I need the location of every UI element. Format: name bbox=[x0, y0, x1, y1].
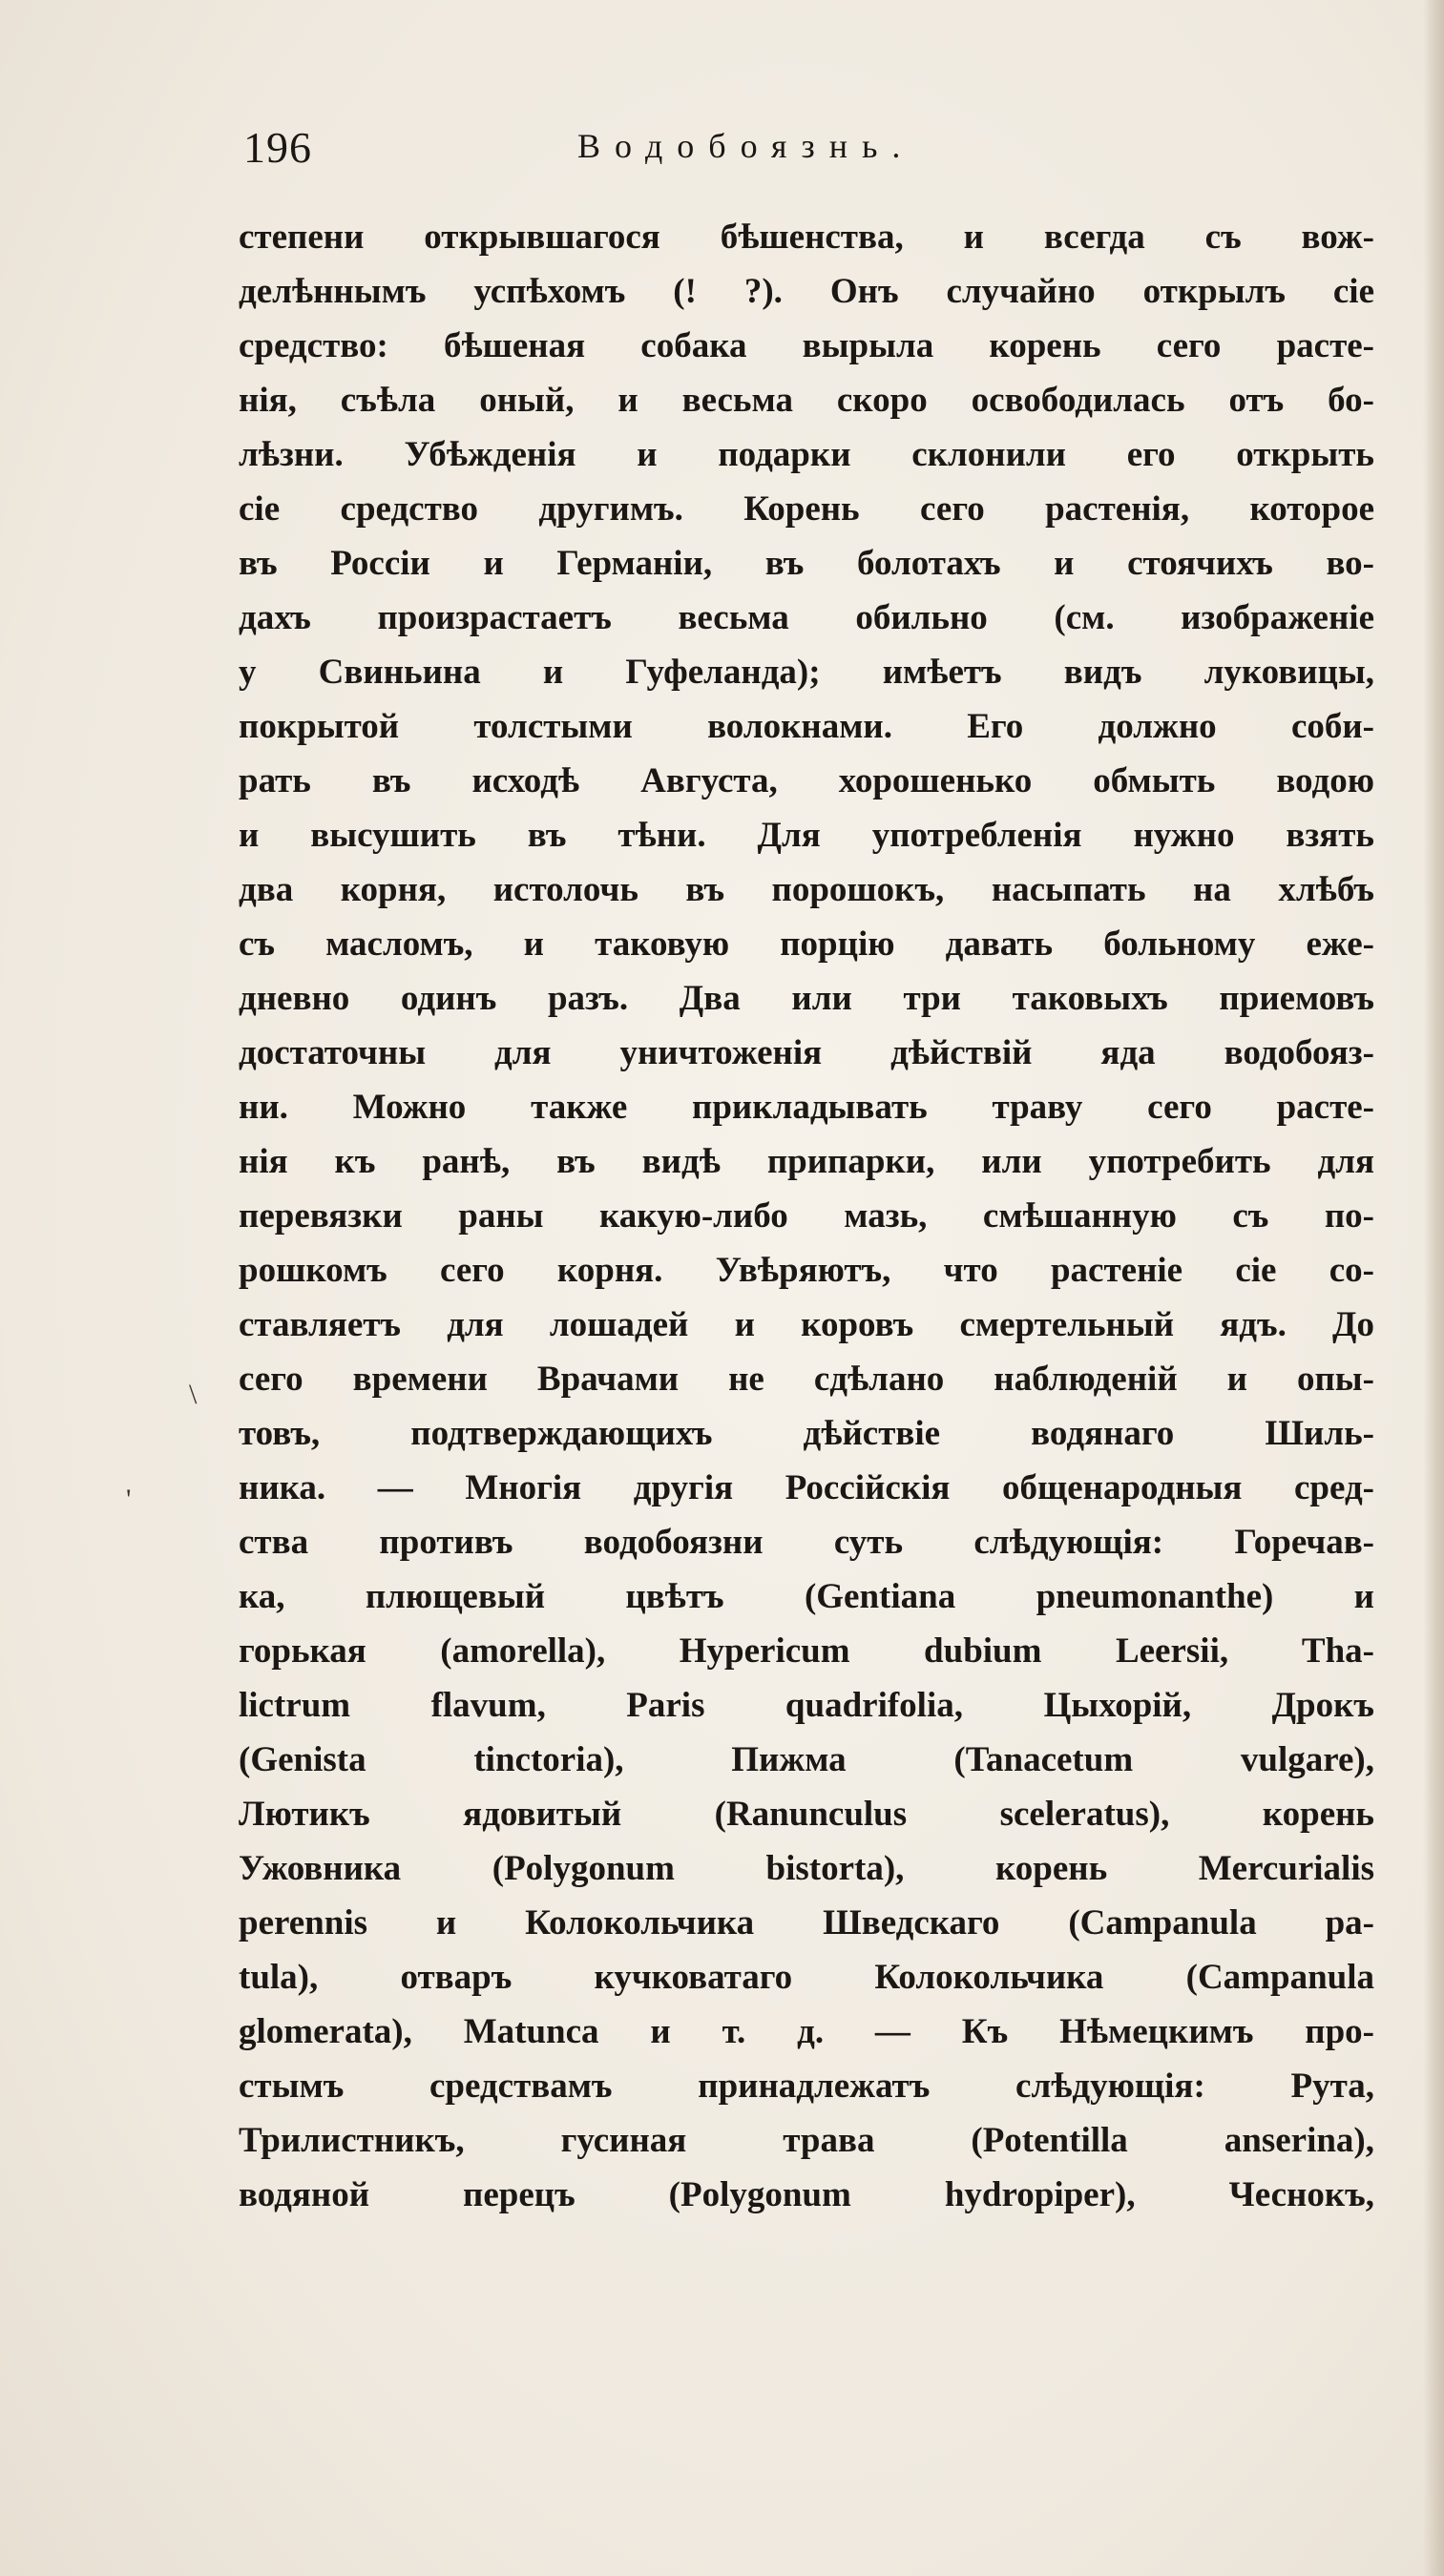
text-line: средство: бѣшеная собака вырыла корень сего расте- bbox=[239, 326, 1374, 365]
text-line: дахъ произрастаетъ весьма обильно (см. изображеніе bbox=[239, 598, 1374, 637]
text-line: нія къ ранѣ, въ видѣ припарки, или употребить для bbox=[239, 1142, 1374, 1181]
text-line: ставляетъ для лошадей и коровъ смертельный ядъ. До bbox=[239, 1305, 1374, 1344]
text-line: ства противъ водобоязни суть слѣдующія: Горечав- bbox=[239, 1523, 1374, 1562]
text-line: горькая (amorella), Hypericum dubium Leersii, Tha- bbox=[239, 1631, 1374, 1671]
text-line: ни. Можно также прикладывать траву сего расте- bbox=[239, 1088, 1374, 1127]
text-line: водяной перецъ (Polygonum hydropiper), Чеснокъ, bbox=[239, 2175, 1374, 2214]
text-line: достаточны для уничтоженія дѣйствій яда водобояз- bbox=[239, 1033, 1374, 1072]
text-line: (Genista tinctoria), Пижма (Tanacetum vulgare), bbox=[239, 1740, 1374, 1779]
text-line: сего времени Врачами не сдѣлано наблюденій и опы- bbox=[239, 1360, 1374, 1399]
page-edge bbox=[1423, 0, 1444, 2576]
text-line: lictrum flavum, Paris quadrifolia, Цыхорій, Дрокъ bbox=[239, 1686, 1374, 1725]
text-line: Трилистникъ, гусиная трава (Potentilla anserina), bbox=[239, 2121, 1374, 2160]
text-line: и высушить въ тѣни. Для употребленія нужно взять bbox=[239, 816, 1374, 855]
text-line: степени открывшагося бѣшенства, и всегда съ вож- bbox=[239, 218, 1374, 257]
page-header bbox=[243, 122, 1370, 179]
text-line: дневно одинъ разъ. Два или три таковыхъ приемовъ bbox=[239, 979, 1374, 1018]
text-line: делѣннымъ успѣхомъ (! ?). Онъ случайно открылъ сіе bbox=[239, 272, 1374, 311]
text-line: два корня, истолочь въ порошокъ, насыпать на хлѣбъ bbox=[239, 870, 1374, 909]
page-number: 196 bbox=[243, 123, 312, 172]
text-line: Ужовника (Polygonum bistorta), корень Mercurialis bbox=[239, 1849, 1374, 1888]
running-title: Водобоязнь. bbox=[577, 127, 915, 165]
text-line: перевязки раны какую-либо мазь, смѣшанную съ по- bbox=[239, 1196, 1374, 1236]
margin-mark: \ bbox=[189, 1379, 198, 1410]
text-line: рать въ исходѣ Августа, хорошенько обмыть водою bbox=[239, 761, 1374, 800]
body-text bbox=[239, 210, 1374, 2222]
text-line: tula), отваръ кучковатаго Колокольчика (Campanula bbox=[239, 1958, 1374, 1997]
text-line: Лютикъ ядовитый (Ranunculus sceleratus), корень bbox=[239, 1795, 1374, 1834]
text-line: нія, съѣла оный, и весьма скоро освободилась отъ бо- bbox=[239, 381, 1374, 420]
text-line: glomerata), Matunca и т. д. — Къ Нѣмецкимъ про- bbox=[239, 2012, 1374, 2051]
text-line: товъ, подтверждающихъ дѣйствіе водянаго Шиль- bbox=[239, 1414, 1374, 1453]
text-line: въ Россіи и Германіи, въ болотахъ и стоячихъ во- bbox=[239, 544, 1374, 583]
text-line: стымъ средствамъ принадлежатъ слѣдующія: Рута, bbox=[239, 2067, 1374, 2106]
text-line: у Свиньина и Гуфеланда); имѣетъ видъ луковицы, bbox=[239, 653, 1374, 692]
text-line: ка, плющевый цвѣтъ (Gentiana pneumonanthe) и bbox=[239, 1577, 1374, 1616]
text-line: сіе средство другимъ. Корень сего растенія, которое bbox=[239, 489, 1374, 529]
text-line: съ масломъ, и таковую порцію давать больному еже- bbox=[239, 924, 1374, 964]
text-line: perennis и Колокольчика Шведскаго (Campanula pa- bbox=[239, 1903, 1374, 1942]
text-line: лѣзни. Убѣжденія и подарки склонили его открыть bbox=[239, 435, 1374, 474]
text-line: ника. — Многія другія Россійскія общенародныя сред- bbox=[239, 1468, 1374, 1507]
text-line: покрытой толстыми волокнами. Его должно соби- bbox=[239, 707, 1374, 746]
text-line: рошкомъ сего корня. Увѣряютъ, что растеніе сіе со- bbox=[239, 1251, 1374, 1290]
margin-mark: ' bbox=[126, 1484, 132, 1515]
